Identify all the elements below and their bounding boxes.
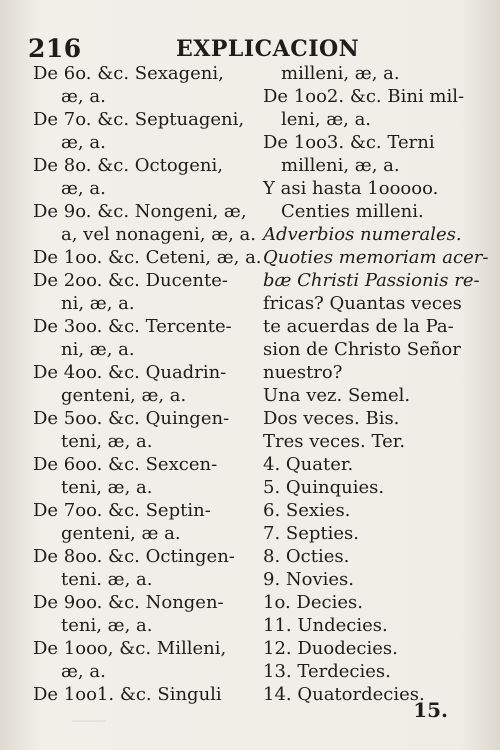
right-line: milleni, æ, a. bbox=[281, 63, 400, 84]
left-entry-line: De 8o. &c. Octogeni, bbox=[33, 155, 223, 176]
right-line: nuestro? bbox=[263, 362, 343, 383]
right-line: Dos veces. Bis. bbox=[263, 408, 400, 429]
right-line: 14. Quatordecies. bbox=[263, 684, 425, 705]
right-line: fricas? Quantas veces bbox=[263, 293, 462, 314]
left-entry bbox=[33, 361, 265, 407]
left-entry-continuation: æ, a. bbox=[61, 86, 106, 107]
right-line: 6. Sexies. bbox=[263, 500, 351, 521]
left-entry bbox=[33, 637, 265, 683]
right-line: 7. Septies. bbox=[263, 523, 360, 544]
faint-page-mark bbox=[72, 720, 106, 722]
right-line: milleni, æ, a. bbox=[281, 155, 400, 176]
right-line: Una vez. Semel. bbox=[263, 385, 411, 406]
left-entry-line: De 1oo1. &c. Singuli bbox=[33, 684, 222, 705]
right-line: 12. Duodecies. bbox=[263, 638, 398, 659]
left-entry bbox=[33, 269, 265, 315]
left-entry-continuation: genteni, æ a. bbox=[61, 523, 181, 544]
right-line: Centies milleni. bbox=[281, 201, 424, 222]
left-entry-line: De 6oo. &c. Sexcen- bbox=[33, 454, 218, 475]
left-entry-line: De 5oo. &c. Quingen- bbox=[33, 408, 230, 429]
left-entry-continuation: æ, a. bbox=[61, 178, 106, 199]
left-entry bbox=[33, 154, 265, 200]
right-line: Tres veces. Ter. bbox=[263, 431, 406, 452]
right-line: 4. Quater. bbox=[263, 454, 354, 475]
left-entry-line: De 9o. &c. Nongeni, æ, bbox=[33, 201, 247, 222]
page-number: 216 bbox=[28, 34, 82, 63]
page-header bbox=[28, 34, 476, 63]
left-entry bbox=[33, 499, 265, 545]
left-entry-continuation: ni, æ, a. bbox=[61, 339, 135, 360]
left-entry bbox=[33, 453, 265, 499]
left-entry-continuation: ni, æ, a. bbox=[61, 293, 135, 314]
left-entry bbox=[33, 200, 265, 246]
left-entry bbox=[33, 591, 265, 637]
left-entry bbox=[33, 683, 265, 706]
left-entry-line: De 8oo. &c. Octingen- bbox=[33, 546, 235, 567]
left-entry-line: De 7oo. &c. Septin- bbox=[33, 500, 211, 521]
left-entry-line: De 1oo. &c. Ceteni, æ, a. bbox=[33, 247, 262, 268]
left-entry-continuation: teni. æ, a. bbox=[61, 569, 153, 590]
right-line: te acuerdas de la Pa- bbox=[263, 316, 454, 337]
right-column bbox=[263, 62, 500, 706]
right-line: De 1oo2. &c. Bini mil- bbox=[263, 86, 465, 107]
right-line: 1o. Decies. bbox=[263, 592, 363, 613]
left-entry-continuation: teni, æ, a. bbox=[61, 615, 153, 636]
text-columns bbox=[33, 62, 489, 705]
right-line: leni, æ, a. bbox=[281, 109, 372, 130]
running-title: EXPLICACION bbox=[176, 36, 360, 62]
left-entry bbox=[33, 407, 265, 453]
right-line: 13. Terdecies. bbox=[263, 661, 391, 682]
left-entry-continuation: a, vel nonageni, æ, a. bbox=[61, 224, 257, 245]
left-entry bbox=[33, 545, 265, 591]
left-column bbox=[33, 62, 265, 706]
right-line: 8. Octies. bbox=[263, 546, 350, 567]
signature-mark: 15. bbox=[413, 698, 448, 722]
left-entry-continuation: æ, a. bbox=[61, 132, 106, 153]
left-entry-continuation: æ, a. bbox=[61, 661, 106, 682]
left-entry-line: De 4oo. &c. Quadrin- bbox=[33, 362, 227, 383]
left-entry bbox=[33, 246, 265, 269]
right-line: bæ Christi Passionis re- bbox=[263, 270, 480, 291]
left-entry bbox=[33, 108, 265, 154]
left-entry-continuation: genteni, æ, a. bbox=[61, 385, 187, 406]
right-line: sion de Christo Señor bbox=[263, 339, 461, 360]
right-line: 9. Novies. bbox=[263, 569, 355, 590]
left-entry-continuation: teni, æ, a. bbox=[61, 477, 153, 498]
left-entry bbox=[33, 315, 265, 361]
right-line: 11. Undecies. bbox=[263, 615, 388, 636]
left-entry-line: De 7o. &c. Septuageni, bbox=[33, 109, 245, 130]
right-line: Adverbios numerales. bbox=[263, 224, 462, 245]
left-entry-line: De 2oo. &c. Ducente- bbox=[33, 270, 228, 291]
left-entry bbox=[33, 62, 265, 108]
right-line: 5. Quinquies. bbox=[263, 477, 385, 498]
left-entry-line: De 3oo. &c. Tercente- bbox=[33, 316, 232, 337]
right-line: Y asi hasta 1ooooo. bbox=[263, 178, 439, 199]
left-entry-line: De 9oo. &c. Nongen- bbox=[33, 592, 224, 613]
left-entry-line: De 6o. &c. Sexageni, bbox=[33, 63, 224, 84]
right-line: Quoties memoriam acer- bbox=[263, 247, 489, 268]
right-line: De 1oo3. &c. Terni bbox=[263, 132, 435, 153]
left-entry-line: De 1ooo, &c. Milleni, bbox=[33, 638, 227, 659]
left-entry-continuation: teni, æ, a. bbox=[61, 431, 153, 452]
